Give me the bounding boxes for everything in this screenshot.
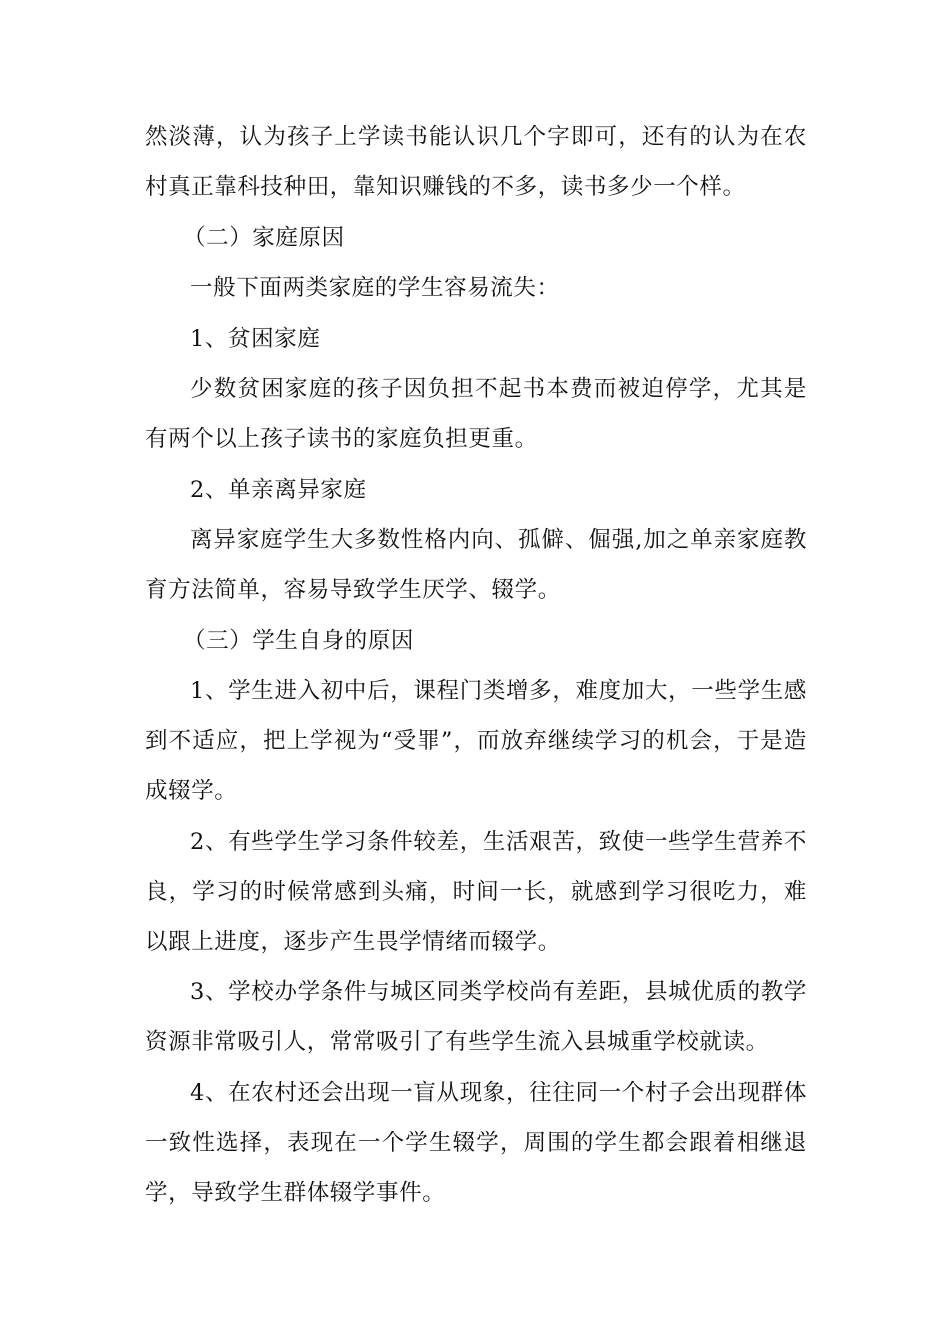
paragraph-reason-4: 4、在农村还会出现一盲从现象，往往同一个村子会出现群体一致性选择，表现在一个学生辍学，周围的学生都会跟着相继退学，导致学生群体辍学事件。 [145, 1079, 807, 1206]
paragraph-reason-2: 2、有些学生学习条件较差，生活艰苦，致使一些学生营养不良，学习的时候常感到头痛，时间一长，就感到学习很吃力，难以跟上进度，逐步产生畏学情绪而辍学。 [145, 828, 807, 955]
paragraph-reason-3: 3、学校办学条件与城区同类学校尚有差距，县城优质的教学资源非常吸引人，常常吸引了有些学生流入县城重学校就读。 [145, 979, 807, 1055]
paragraph-intro-family-types: 一般下面两类家庭的学生容易流失： [190, 275, 560, 301]
document-body [145, 112, 807, 1218]
section-heading-student-reasons: （三）学生自身的原因 [183, 627, 415, 654]
paragraph-continuation: 然淡薄，认为孩子上学读书能认识几个字即可，还有的认为在农村真正靠科技种田，靠知识赚钱的不多，读书多少一个样。 [145, 124, 807, 200]
paragraph-single-parent-families: 离异家庭学生大多数性格内向、孤僻、倔强,加之单亲家庭教育方法简单，容易导致学生厌学、辍学。 [145, 527, 807, 603]
section-heading-family-reasons: （二）家庭原因 [183, 224, 345, 251]
subheading-single-parent-families: 2、单亲离异家庭 [190, 476, 367, 503]
subheading-poor-families: 1、贫困家庭 [190, 325, 321, 352]
paragraph-poor-families: 少数贫困家庭的孩子因负担不起书本费而被迫停学，尤其是有两个以上孩子读书的家庭负担更重。 [145, 376, 807, 452]
paragraph-reason-1: 1、学生进入初中后，课程门类增多，难度加大，一些学生感到不适应，把上学视为“受罪”，而放弃继续学习的机会，于是造成辍学。 [145, 678, 807, 804]
